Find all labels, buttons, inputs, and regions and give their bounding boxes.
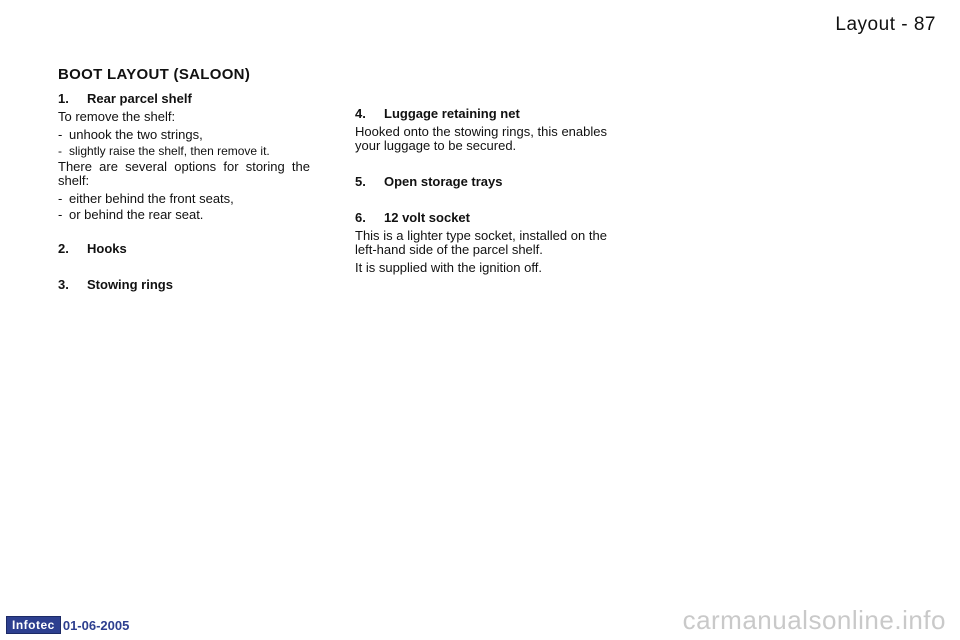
list-item-text: slightly raise the shelf, then remove it. — [69, 144, 270, 158]
item-title: Open storage trays — [384, 174, 503, 189]
paragraph: This is a lighter type socket, installed on the left-hand side of the parcel shelf. — [355, 228, 607, 257]
item-number: 5. — [355, 174, 366, 189]
paragraph: There are several options for storing the shelf: — [58, 159, 310, 188]
item-number: 6. — [355, 210, 366, 225]
list-item-text: or behind the rear seat. — [69, 207, 204, 222]
dash-marker: - — [58, 207, 63, 222]
item-number: 4. — [355, 106, 366, 121]
item-number: 3. — [58, 277, 69, 292]
item-heading-stowing-rings — [58, 278, 310, 292]
infotec-logo: Infotec — [6, 616, 61, 634]
dash-marker: - — [58, 191, 63, 206]
storage-options — [58, 192, 310, 222]
item-heading-hooks — [58, 242, 310, 256]
removal-steps — [58, 128, 310, 158]
print-date: 01-06-2005 — [62, 617, 130, 633]
item-title: Rear parcel shelf — [87, 91, 192, 106]
item-title: Stowing rings — [87, 277, 173, 292]
item-number: 1. — [58, 91, 69, 106]
left-column — [58, 92, 310, 296]
dash-marker: - — [58, 127, 63, 142]
list-item — [58, 192, 310, 206]
item-title: Luggage retaining net — [384, 106, 520, 121]
list-item-text: either behind the front seats, — [69, 191, 234, 206]
item-number: 2. — [58, 241, 69, 256]
dash-marker: - — [58, 144, 62, 158]
paragraph: Hooked onto the stowing rings, this enables your luggage to be secured. — [355, 124, 607, 153]
item-heading-12v-socket — [355, 211, 607, 225]
right-column — [355, 107, 607, 279]
list-item — [58, 208, 310, 222]
list-item — [58, 144, 310, 158]
item-title: Hooks — [87, 241, 127, 256]
paragraph: It is supplied with the ignition off. — [355, 260, 542, 275]
section-title: BOOT LAYOUT (SALOON) — [58, 66, 251, 83]
item-heading-rear-parcel-shelf — [58, 92, 310, 106]
item-heading-storage-trays — [355, 175, 607, 189]
page-header: Layout - 87 — [835, 14, 936, 35]
list-item-text: unhook the two strings, — [69, 127, 203, 142]
list-item — [58, 128, 310, 142]
paragraph: To remove the shelf: — [58, 109, 176, 124]
item-title: 12 volt socket — [384, 210, 470, 225]
item-heading-luggage-net — [355, 107, 607, 121]
watermark: carmanualsonline.info — [682, 605, 946, 635]
footer — [6, 616, 129, 634]
